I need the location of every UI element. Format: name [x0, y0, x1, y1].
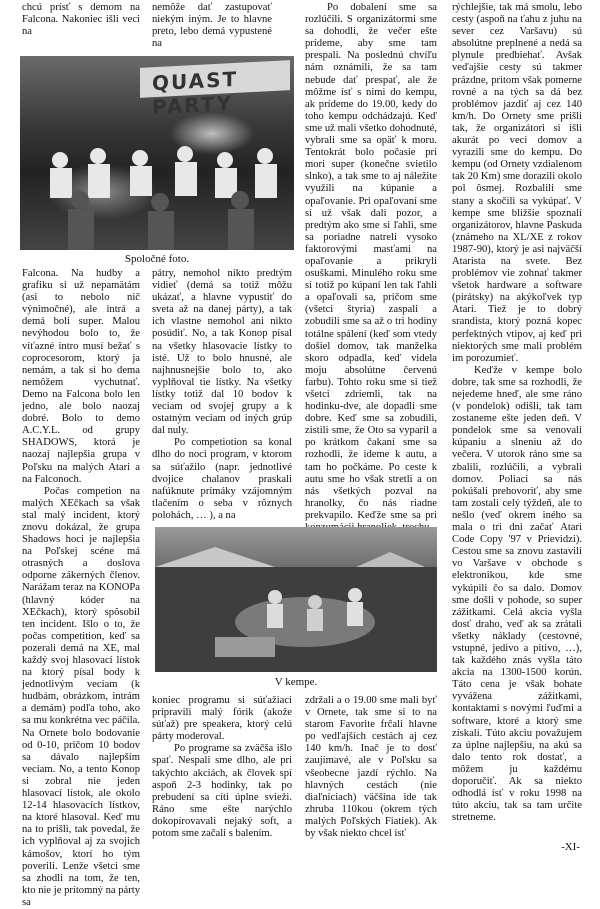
column-2-middle — [152, 268, 292, 522]
photo-caption: V kempe. — [274, 676, 318, 688]
paragraph: Po programe sa zväčša išlo spať. Nespali sme dlho, ale pri takýchto akciách, ak človek spí aspoň 2-3 hodinky, tak po prebudení sa cíti úplne svieži. Ráno sme ešte narýchlo dokopírovavali nejaký soft, a potom sme začali s balením. — [152, 743, 292, 840]
paragraph: Falcona. Na hudby a grafiku si už nepamätám (asi to nebolo nič výnimočné), ale intrá a demá boli super. Malou nevýhodou bolo to, že víťazné intro musí bežať s coprocesorom, ktorý ja nemám, a tak si ho dema nemôžem vychutnať. Demo na Falcona bolo len jedno, ale bolo naozaj dobré. Bolo to demo A.C.Y.L. od grupy SHADOWS, ktorá je naozaj najlepšia grupa v Poľsku na malých Atari a na Falconoch. — [22, 268, 140, 485]
column-4 — [452, 2, 582, 824]
paragraph: rýchlejšie, tak má smolu, lebo cesty (aspoň na ťahu z juhu na sever cez Varšavu) sú absolútne preplnené a nedá sa plynule predbiehať. Avšak veďajšie cesty sú takmer prázdne, pritom však pomerne rovné a na tých sa dá bez problémov jazdiť aj cez 140 km/h. Do Ornety sme prišli tak, že organizátori si išli akurát po veci domov a vyrazili sme do kempu. Do kempu (od Ornety vzdialenom tak 20 Km) sme dorazili okolo pol ôsmej. Rozbalili sme stany a skočili sa vykúpať. V kempe sme bližšie spoznali organizátorov, hlavne Paskuda (známeho na XL/XE z rokov 1987-90), ktorý je asi najväčší Atarista na svete. Bez problémov vie zohnať takmer všetok hardware a software (pirátsky) na akýkoľvek typ Atari. Tiež je to dobrý srandista, ktorý pozná kopec perfektných vtipov, aj keď pri niektorých sme mali problém im porozumieť. — [452, 2, 582, 364]
paragraph: zdržali a o 19.00 sme mali byť v Ornete, tak sme si to na starom Favorite frčali hlavne po vedľajších cestách aj cez 140 km/h. Inač je to dosť zaujímavé, ale v Poľsku sa všeobecne jazdí rýchlo. Na hlavných cestách (nie diaľniciach) väčšina ide tak zhruba 110kou (okrem tých malých Poľských Fiatiek). Ak by však niekto chcel ísť — [305, 695, 437, 840]
column-3-bottom — [305, 695, 437, 840]
paragraph: koniec programu si súťažiaci pripravili malý fórik (akože súťaž) pre speakera, ktorý celú párty moderoval. — [152, 695, 292, 743]
photo-caption: Spoločné foto. — [124, 253, 190, 265]
page-number: -XI- — [561, 841, 580, 853]
camp-photo — [155, 527, 437, 672]
paragraph: Počas competion na malých XEčkach sa však stal malý incident, ktorý znovu dokázal, že grupa Shadows hoci je najlepšia na Poľskej scéne má otrasných a doslova odporne zákerných členov. Narážam teraz na KONOPa (hlavný kóder na XEčkach), ktorý spôsobil ten incident. Išlo o to, že počas competition, keď sa pozerali demá na XE, mal každý svoj hlasovací lístok na ktorý písal body k jednotlivým veciam (k hudbám, obrázkom, intrám a demám) podľa toho, ako sa mu konkrétna vec páčila. Na Ornete bolo bodovanie od 0-10, pričom 10 bodov sa dávalo najlepším veciam. No, a tento Konop si zobral nie jeden hlasovací lístok, ale okolo 12-14 hlasovacích lístkov, na ktoré hlasoval. Keď mu na to prišli, tak povedal, že ich vyplňoval aj za svojich kámošov, ktorí ho tým poverili. Lenže všetci sme sa zhodli na tom, že ten, kto nie je prítomný na párty sa — [22, 485, 140, 908]
party-banner — [140, 60, 290, 120]
paragraph: chcú prísť s demom na Falcona. Nakoniec išli veci na — [22, 2, 140, 38]
camp-scene — [155, 527, 437, 672]
paragraph: Po competiotion sa konal dlho do noci program, v ktorom sa súťažilo (napr. jednotlivé dvojice chalanov praskali nafúknute prímáky vzájomným tlačením o seba v rôznych polohách, … ), a na — [152, 437, 292, 521]
crowd-silhouette — [20, 130, 294, 250]
paragraph: nemôže dať zastupovať niekým iným. Je to hlavne preto, lebo demá vypustené na — [152, 2, 272, 50]
column-1-middle — [22, 268, 140, 909]
column-3 — [305, 2, 437, 534]
paragraph: Keďže v kempe bolo dobre, tak sme sa rozhodli, že nejedeme hneď, ale sme ráno (v pondelok) odišli, tak tam zostaneme ešte jeden deň. V pondelok sme sa venovali kúpaniu a slneniu až do večera. V utorok ráno sme sa zbalili, rozlúčili, a vybrali domov. Poliaci sa nás pokúšali prehovoriť, aby sme tam zostali celý týždeň, ale to nešlo (veď okrem iného sa mala o tri dni začať Atari Code Copy '97 v Prievidzi). Cestou sme sa znovu zastavili vo Varšave v obchode s elektronikou, kde sme vykúpili čo sa dalo. Domov sme došli v pohode, so super zážitkami. Celá akcia vyšla dosť draho, veď ak sa zrátali všetky náklady (cestovné, vstupné, jedivo a pitivo, …), tak každého znás vyšla táto akcia na 1300-1500 korún. Táto cena je však bohate vyvážena zážitkami, kontaktami s novými ľuďmi a software, ktoré a ktorý sme získali. Túto akciu považujem za úplne najlepšiu, na akú sa dalo tento rok dostať, a môžem ju každému doporučiť. Ak sa niekto odhodlá ísť v roku 1998 na túto akciu, tak sa tam určite stretneme. — [452, 364, 582, 824]
column-1-top — [22, 2, 140, 38]
group-photo — [20, 56, 294, 250]
paragraph: pátry, nemohol nikto predtým vidieť (demá sa totiž môžu ukázať, a hlavne vypustiť do sveta až na danej párty), a tak ich vlastne nemohol ani nikto posúdiť. No, a tak Konop písal na všetky hlasovacie lístky to isté. Už to bolo hnusné, ale najhnusnejšie bolo to, ako vyplňoval tie lístky. Na všetky lístky totiž dal 10 bodov k veciam od svojej grupy a k ostatným veciam od iných grúp dal nuly. — [152, 268, 292, 437]
banner-text: QUAST PARTY — [152, 66, 239, 120]
paragraph: Po dobalení sme sa rozlúčili. S organizátormi sme sa dohodli, že večer ešte prídeme, aby sme tam prespali. Na poslednú chvíľu nám oznámili, že sa tam nebude dať prespať, ale že môžme ísť s nimi do kempu, ak prídeme do 19.00, kedy do toho kempu odchádzajú. Keď sme už mali všetko dohodnuté, vybrali sme sa opäť k moru. Tentokrát bolo počasie pri mori super (konečne svietilo slnko), a tak sme to aj náležite využili na kúpanie a opaľovanie. Pri opaľovaní sme si už však dali pozor, a predtým ako sme si ľahli, sme sa poriadne natreli vysoko faktorovými masťami na opaľovanie a prikryli osuškami. Minulého roku sme si totiž po kúpaní len tak ľahli a opaľovali sa, pričom sme (všetci štyria) zaspali a zobudili sme sa až o tri hodiny totálne spálení (keď som vtedy došiel domov, tak manželka skoro odpadla, keď videla moju absolútne červenú farbu). Tohto roku sme si tiež všetci zdriemli, tak na hodinku-dve, ale dopadli sme dobre. Keď sme sa zobudili, zistili sme, že Oto sa vyparil a po krátkom čakaní sme sa rozhodli, že ideme k autu, a tam ho počkáme. Po ceste k autu sme ho však stretli a on nás všetkých pozval na hranolky, čo nás riadne prekvapilo. Keďže sme sa pri — [305, 2, 437, 521]
column-2-top — [152, 2, 272, 50]
column-2-bottom — [152, 695, 292, 840]
